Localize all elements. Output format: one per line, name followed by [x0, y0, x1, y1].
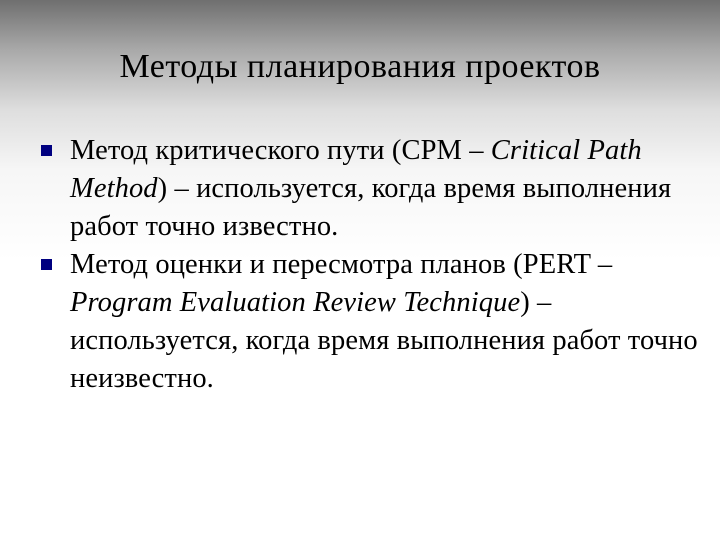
- bullet-text-italic: Program Evaluation Review Technique: [70, 287, 521, 318]
- bullet-item-pert: [40, 246, 705, 398]
- bullet-text-end: ) – используется, когда время выполнения работ точно неизвестно.: [70, 287, 698, 394]
- bullet-text-start: Метод оценки и пересмотра планов (PERT –: [70, 249, 613, 280]
- bullet-item-cpm: [40, 132, 705, 246]
- slide-title: Методы планирования проектов: [119, 48, 601, 85]
- bullet-text-start: Метод критического пути (CPM –: [70, 135, 491, 166]
- bullet-list: [40, 132, 705, 398]
- bullet-text-italic: Critical Path Method: [70, 135, 642, 204]
- square-bullet-icon: [41, 145, 52, 156]
- bullet-text-end: ) – используется, когда время выполнения работ точно известно.: [70, 173, 672, 242]
- square-bullet-icon: [41, 259, 52, 270]
